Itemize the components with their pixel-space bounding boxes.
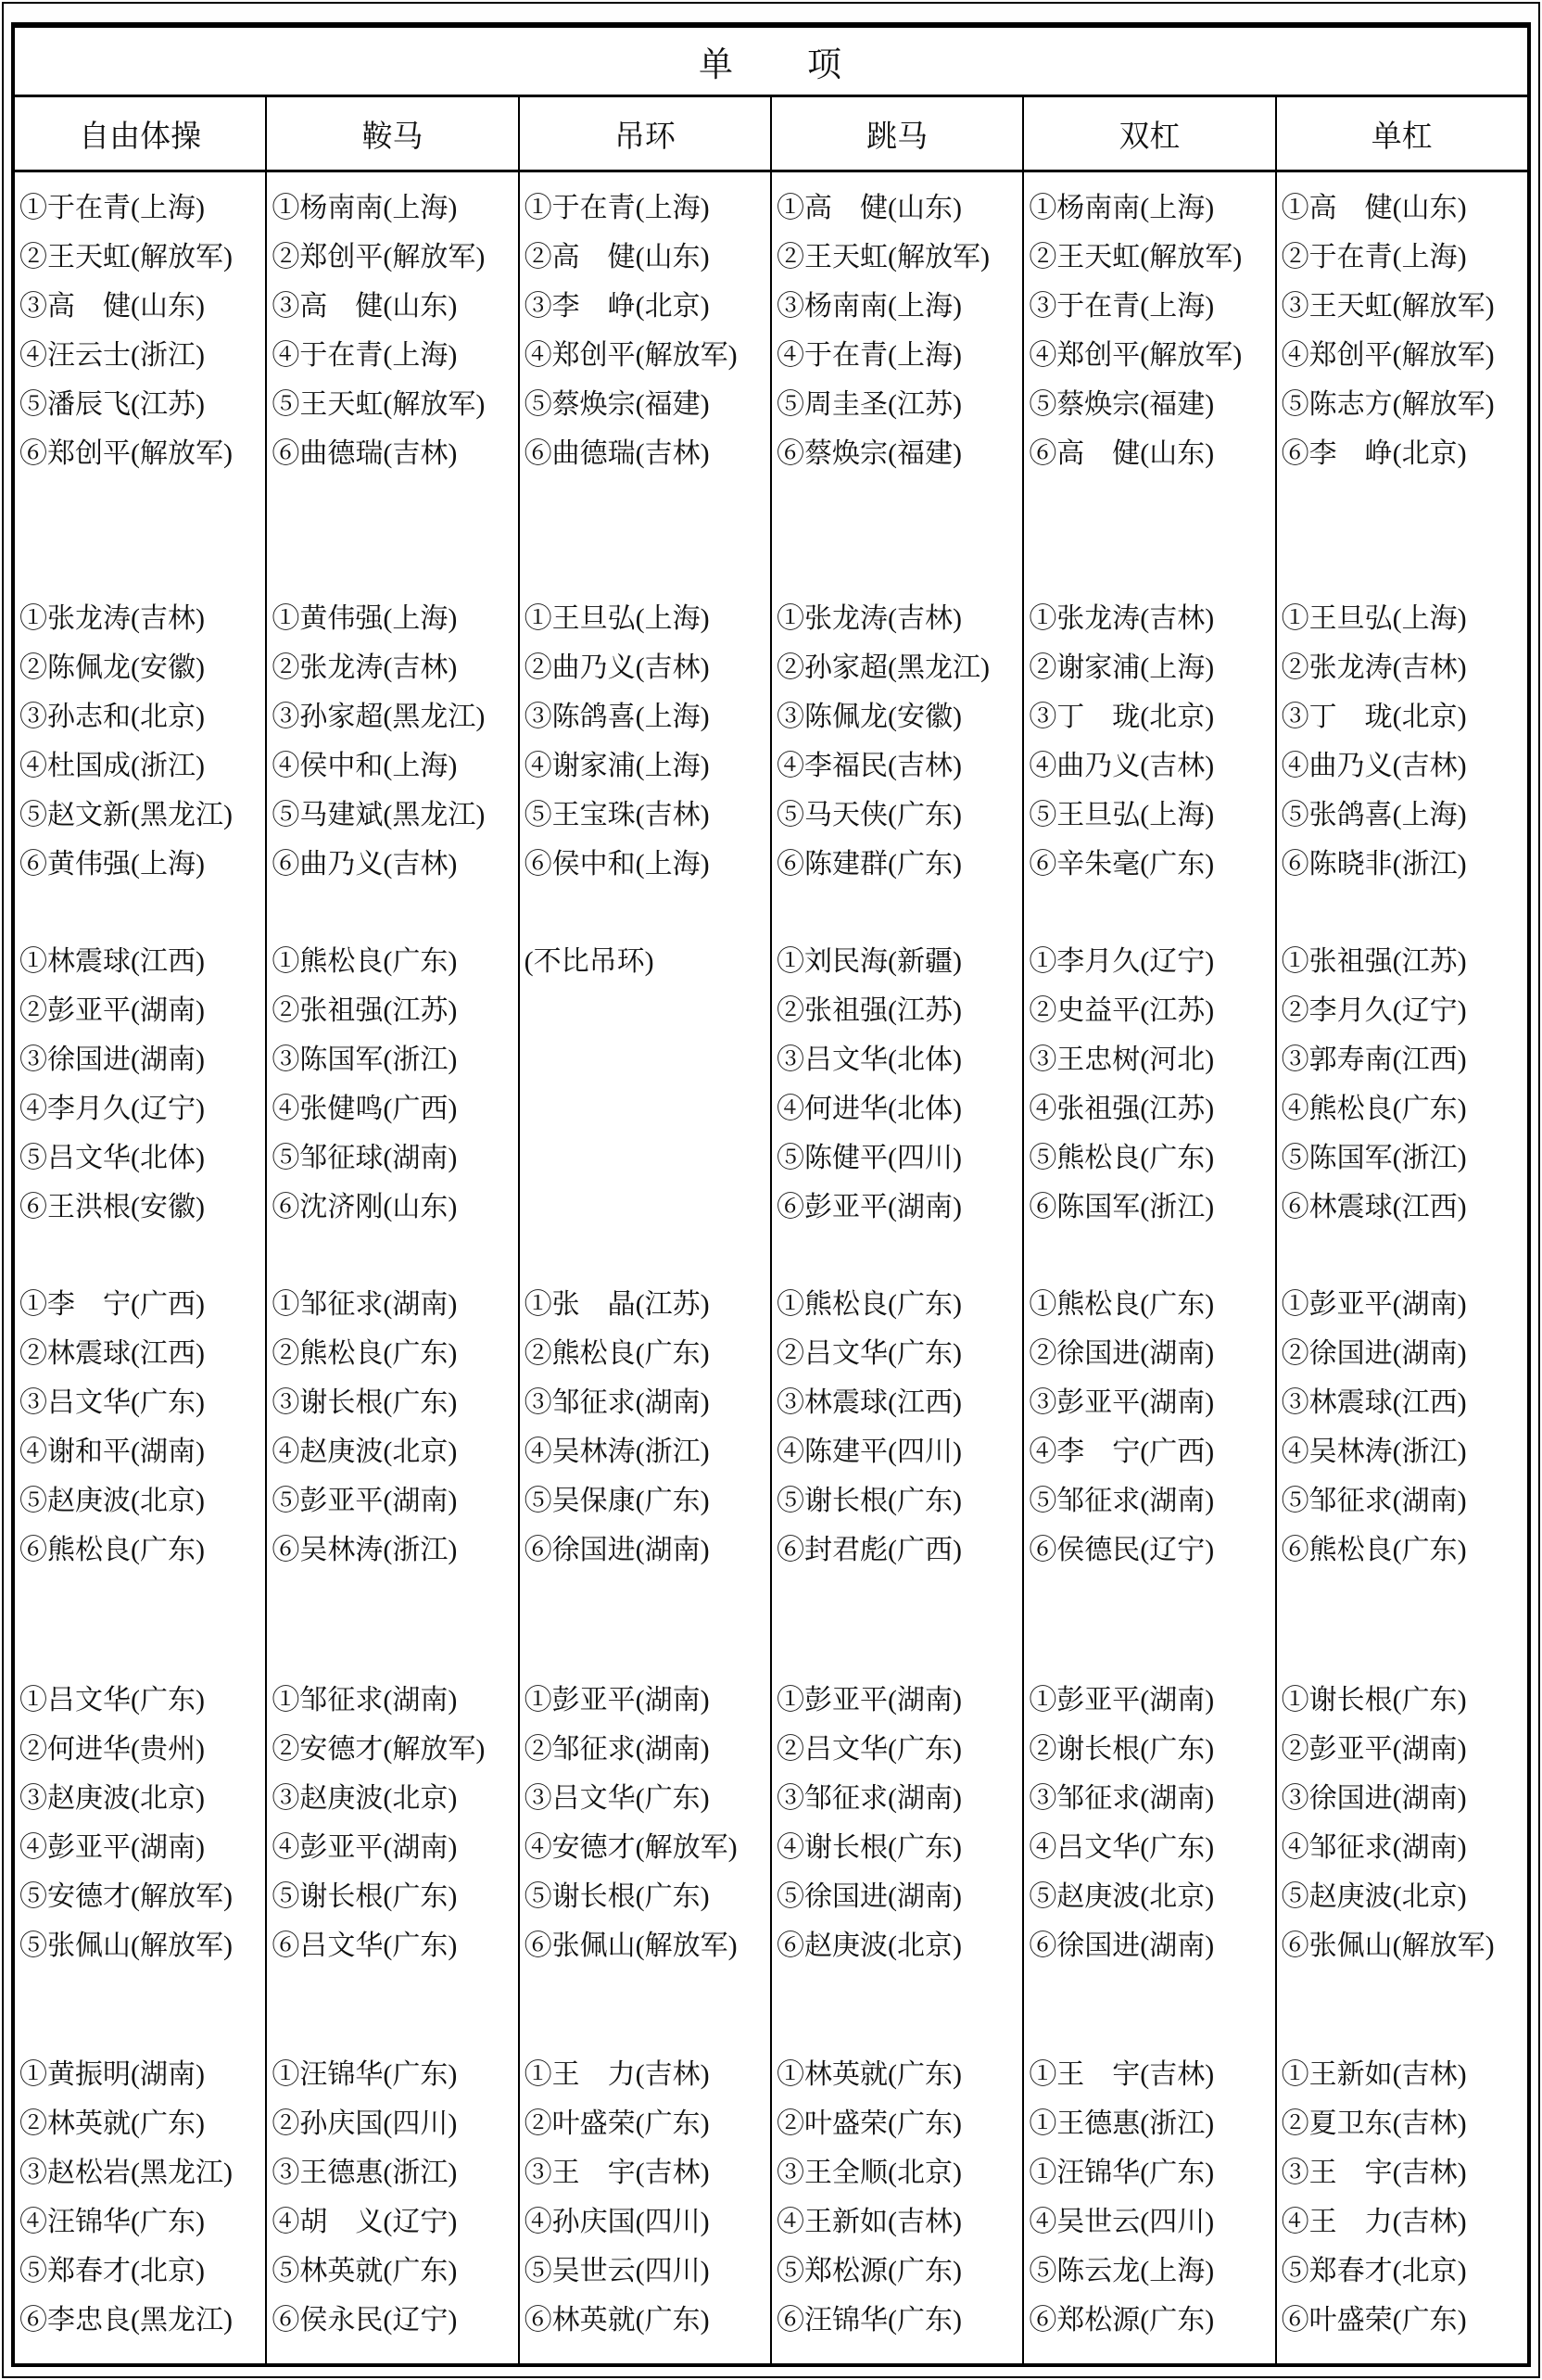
result-entry: ④于在青(上海) <box>272 340 458 371</box>
result-entry: ②张祖强(江苏) <box>272 995 458 1026</box>
result-group <box>525 594 770 889</box>
result-entry: ①林英就(广东) <box>776 2059 962 2090</box>
result-entry: ①林震球(江西) <box>19 946 205 977</box>
result-entry: ⑥张佩山(解放军) <box>1281 1931 1495 1961</box>
result-entry: ③陈国军(浙江) <box>272 1044 458 1075</box>
result-entry: ⑤谢长根(广东) <box>272 1881 458 1912</box>
result-entry: ①刘民海(新疆) <box>776 946 962 977</box>
result-group <box>1282 937 1527 1232</box>
result-entry: ④曲乃义(吉林) <box>1029 751 1215 781</box>
result-entry: ②孙庆国(四川) <box>272 2108 458 2139</box>
result-entry: ⑥徐国进(湖南) <box>524 1535 710 1565</box>
result-entry: ④李 宁(广西) <box>1029 1437 1215 1467</box>
result-group <box>19 184 265 478</box>
result-entry: ③赵庚波(北京) <box>19 1783 205 1814</box>
result-entry: ①杨南南(上海) <box>1029 193 1215 223</box>
result-entry: ③邹征求(湖南) <box>776 1783 962 1814</box>
result-entry: ④张健鸣(广西) <box>272 1094 458 1124</box>
result-entry: ③林震球(江西) <box>1281 1387 1467 1418</box>
result-entry: ②夏卫东(吉林) <box>1281 2108 1467 2139</box>
result-group <box>1282 184 1527 478</box>
result-entry: ①张龙涛(吉林) <box>1029 603 1215 634</box>
result-entry: ④谢家浦(上海) <box>524 751 710 781</box>
result-group <box>1282 594 1527 889</box>
result-entry: ③郭寿南(江西) <box>1281 1044 1467 1075</box>
result-entry: ③王天虹(解放军) <box>1281 291 1495 322</box>
result-entry: ②张龙涛(吉林) <box>272 652 458 683</box>
result-entry: ⑤蔡焕宗(福建) <box>524 389 710 420</box>
result-entry: ④吴林涛(浙江) <box>1281 1437 1467 1467</box>
result-entry: ②张龙涛(吉林) <box>1281 652 1467 683</box>
result-entry: ①张龙涛(吉林) <box>19 603 205 634</box>
result-entry: ⑤郑松源(广东) <box>776 2256 962 2286</box>
result-group <box>1029 594 1274 889</box>
result-entry: ③孙志和(北京) <box>19 702 205 732</box>
result-entry: ①王 宇(吉林) <box>1029 2059 1215 2090</box>
result-entry: ⑥高 健(山东) <box>1029 438 1215 469</box>
result-entry: ⑥辛朱毫(广东) <box>1029 849 1215 880</box>
result-entry: ④邹征求(湖南) <box>1281 1832 1467 1863</box>
event-column <box>1277 172 1527 2363</box>
result-entry: ⑤潘辰飞(江苏) <box>19 389 205 420</box>
result-entry: ③邹征求(湖南) <box>524 1387 710 1418</box>
result-entry: ①邹征求(湖南) <box>272 1685 458 1715</box>
result-entry: ⑥郑松源(广东) <box>1029 2305 1215 2336</box>
result-entry: ⑥林英就(广东) <box>524 2305 710 2336</box>
result-entry: ①王旦弘(上海) <box>524 603 710 634</box>
result-entry: ④曲乃义(吉林) <box>1281 751 1467 781</box>
result-entry: ④李福民(吉林) <box>776 751 962 781</box>
result-entry: ⑤邹征求(湖南) <box>1281 1486 1467 1516</box>
result-entry: ④李月久(辽宁) <box>19 1094 205 1124</box>
result-entry: ②吕文华(广东) <box>776 1338 962 1369</box>
result-entry: ⑤张鸽喜(上海) <box>1281 800 1467 830</box>
result-entry: ②史益平(江苏) <box>1029 995 1215 1026</box>
event-column <box>520 172 772 2363</box>
result-entry: ⑥曲德瑞(吉林) <box>524 438 710 469</box>
result-entry: ①彭亚平(湖南) <box>524 1685 710 1715</box>
result-entry: ⑥陈国军(浙江) <box>1029 1192 1215 1222</box>
result-entry: ⑤赵庚波(北京) <box>19 1486 205 1516</box>
result-entry: ⑥李 峥(北京) <box>1281 438 1467 469</box>
result-entry: ⑤林英就(广东) <box>272 2256 458 2286</box>
result-entry: ⑤王宝珠(吉林) <box>524 800 710 830</box>
result-entry: ②郑创平(解放军) <box>272 242 486 272</box>
result-group <box>1282 1676 1527 1970</box>
result-group <box>1282 2050 1527 2345</box>
result-group <box>777 1280 1022 1575</box>
result-group <box>777 1676 1022 1970</box>
result-entry: ②王天虹(解放军) <box>1029 242 1243 272</box>
table-body <box>15 172 1527 2363</box>
result-entry: ④孙庆国(四川) <box>524 2207 710 2237</box>
result-entry: ②叶盛荣(广东) <box>524 2108 710 2139</box>
result-entry: ⑤王天虹(解放军) <box>272 389 486 420</box>
result-entry: ⑥封君彪(广西) <box>776 1535 962 1565</box>
result-entry: ⑤安德才(解放军) <box>19 1881 233 1912</box>
result-entry: ③谢长根(广东) <box>272 1387 458 1418</box>
result-entry: ①熊松良(广东) <box>272 946 458 977</box>
result-entry: ⑥吕文华(广东) <box>272 1931 458 1961</box>
result-entry: ①邹征求(湖南) <box>272 1289 458 1320</box>
event-column <box>267 172 519 2363</box>
result-entry: ④谢和平(湖南) <box>19 1437 205 1467</box>
result-group <box>1029 2050 1274 2345</box>
result-group <box>272 1280 517 1575</box>
result-entry: ⑤马天侠(广东) <box>776 800 962 830</box>
result-entry: ③赵庚波(北京) <box>272 1783 458 1814</box>
result-entry: ⑥熊松良(广东) <box>19 1535 205 1565</box>
result-entry: ⑥汪锦华(广东) <box>776 2305 962 2336</box>
column-header: 自由体操 <box>15 97 267 170</box>
result-group <box>777 184 1022 478</box>
result-entry: ②徐国进(湖南) <box>1029 1338 1215 1369</box>
result-entry: ③林震球(江西) <box>776 1387 962 1418</box>
result-entry: ⑤陈云龙(上海) <box>1029 2256 1215 2286</box>
result-group <box>525 2050 770 2345</box>
result-entry: ③彭亚平(湖南) <box>1029 1387 1215 1418</box>
column-header: 跳马 <box>772 97 1024 170</box>
result-entry: ④王新如(吉林) <box>776 2207 962 2237</box>
result-entry: ②徐国进(湖南) <box>1281 1338 1467 1369</box>
result-entry: ⑤陈志方(解放军) <box>1281 389 1495 420</box>
result-entry: ⑥曲德瑞(吉林) <box>272 438 458 469</box>
result-entry: ①黄振明(湖南) <box>19 2059 205 2090</box>
result-entry: ③王全顺(北京) <box>776 2158 962 2188</box>
result-entry: ①张 晶(江苏) <box>524 1289 710 1320</box>
result-entry: ②安德才(解放军) <box>272 1734 486 1765</box>
result-entry: (不比吊环) <box>524 946 654 977</box>
result-entry: ④谢长根(广东) <box>776 1832 962 1863</box>
result-entry: ⑥黄伟强(上海) <box>19 849 205 880</box>
result-entry: ①王德惠(浙江) <box>1029 2108 1215 2139</box>
result-entry: ②吕文华(广东) <box>776 1734 962 1765</box>
result-entry: ①高 健(山东) <box>776 193 962 223</box>
result-entry: ③孙家超(黑龙江) <box>272 702 486 732</box>
result-entry: ⑤张佩山(解放军) <box>19 1931 233 1961</box>
result-entry: ②曲乃义(吉林) <box>524 652 710 683</box>
result-entry: ④汪云士(浙江) <box>19 340 205 371</box>
result-entry: ④陈建平(四川) <box>776 1437 962 1467</box>
result-entry: ④侯中和(上海) <box>272 751 458 781</box>
result-group <box>19 2050 265 2345</box>
result-entry: ②王天虹(解放军) <box>776 242 990 272</box>
result-entry: ②于在青(上海) <box>1281 242 1467 272</box>
result-entry: ④吴林涛(浙江) <box>524 1437 710 1467</box>
result-entry: ④熊松良(广东) <box>1281 1094 1467 1124</box>
result-entry: ④郑创平(解放军) <box>1029 340 1243 371</box>
result-entry: ①王新如(吉林) <box>1281 2059 1467 2090</box>
result-entry: ③邹征求(湖南) <box>1029 1783 1215 1814</box>
result-group <box>19 937 265 1232</box>
result-entry: ⑤邹征球(湖南) <box>272 1143 458 1173</box>
result-entry: ①高 健(山东) <box>1281 193 1467 223</box>
result-entry: ①彭亚平(湖南) <box>776 1685 962 1715</box>
result-entry: ③丁 珑(北京) <box>1281 702 1467 732</box>
result-entry: ①李月久(辽宁) <box>1029 946 1215 977</box>
column-header: 鞍马 <box>267 97 519 170</box>
result-entry: ⑤吴世云(四川) <box>524 2256 710 2286</box>
result-entry: ①吕文华(广东) <box>19 1685 205 1715</box>
result-group <box>272 937 517 1232</box>
result-entry: ④郑创平(解放军) <box>524 340 738 371</box>
result-group <box>1029 937 1274 1232</box>
result-group <box>1029 1280 1274 1575</box>
result-entry: ⑤徐国进(湖南) <box>776 1881 962 1912</box>
result-entry: ⑥彭亚平(湖南) <box>776 1192 962 1222</box>
result-group <box>272 2050 517 2345</box>
result-entry: ⑤吕文华(北体) <box>19 1143 205 1173</box>
result-entry: ②林英就(广东) <box>19 2108 205 2139</box>
column-header: 吊环 <box>520 97 772 170</box>
result-entry: ④彭亚平(湖南) <box>19 1832 205 1863</box>
result-entry: ⑤谢长根(广东) <box>776 1486 962 1516</box>
result-entry: ⑥陈晓非(浙江) <box>1281 849 1467 880</box>
result-entry: ③王忠树(河北) <box>1029 1044 1215 1075</box>
result-entry: ⑤赵文新(黑龙江) <box>19 800 233 830</box>
result-entry: ⑤郑春才(北京) <box>1281 2256 1467 2286</box>
result-entry: ②谢家浦(上海) <box>1029 652 1215 683</box>
header-row <box>15 97 1527 172</box>
result-group <box>525 184 770 478</box>
result-entry: ⑤陈国军(浙江) <box>1281 1143 1467 1173</box>
result-entry: ⑤邹征求(湖南) <box>1029 1486 1215 1516</box>
result-entry: ①李 宁(广西) <box>19 1289 205 1320</box>
result-entry: ⑤马建斌(黑龙江) <box>272 800 486 830</box>
result-entry: ⑥李忠良(黑龙江) <box>19 2305 233 2336</box>
result-group <box>19 1676 265 1970</box>
result-entry: ③于在青(上海) <box>1029 291 1215 322</box>
result-entry: ⑥赵庚波(北京) <box>776 1931 962 1961</box>
result-group <box>272 184 517 478</box>
result-entry: ⑤熊松良(广东) <box>1029 1143 1215 1173</box>
result-entry: ①于在青(上海) <box>19 193 205 223</box>
result-entry: ②李月久(辽宁) <box>1281 995 1467 1026</box>
result-entry: ⑥王洪根(安徽) <box>19 1192 205 1222</box>
result-entry: ④杜国成(浙江) <box>19 751 205 781</box>
result-entry: ④王 力(吉林) <box>1281 2207 1467 2237</box>
result-entry: ②熊松良(广东) <box>272 1338 458 1369</box>
result-entry: ③陈鸽喜(上海) <box>524 702 710 732</box>
result-entry: ⑤陈健平(四川) <box>776 1143 962 1173</box>
result-group <box>272 1676 517 1970</box>
result-entry: ①谢长根(广东) <box>1281 1685 1467 1715</box>
result-entry: ⑤王旦弘(上海) <box>1029 800 1215 830</box>
result-entry: ④于在青(上海) <box>776 340 962 371</box>
result-entry: ④吕文华(广东) <box>1029 1832 1215 1863</box>
event-column <box>1024 172 1276 2363</box>
table-title: 单 项 <box>15 28 1527 97</box>
result-group <box>525 1280 770 1575</box>
result-entry: ②彭亚平(湖南) <box>19 995 205 1026</box>
result-entry: ⑥侯德民(辽宁) <box>1029 1535 1215 1565</box>
result-entry: ①汪锦华(广东) <box>1029 2158 1215 2188</box>
result-entry: ②林震球(江西) <box>19 1338 205 1369</box>
result-entry: ⑤郑春才(北京) <box>19 2256 205 2286</box>
result-entry: ⑥熊松良(广东) <box>1281 1535 1467 1565</box>
result-entry: ③高 健(山东) <box>19 291 205 322</box>
result-entry: ②张祖强(江苏) <box>776 995 962 1026</box>
result-entry: ①王旦弘(上海) <box>1281 603 1467 634</box>
result-entry: ⑤赵庚波(北京) <box>1029 1881 1215 1912</box>
result-entry: ③王 宇(吉林) <box>1281 2158 1467 2188</box>
column-header: 双杠 <box>1024 97 1276 170</box>
result-entry: ③杨南南(上海) <box>776 291 962 322</box>
result-entry: ⑥沈济刚(山东) <box>272 1192 458 1222</box>
result-entry: ⑤谢长根(广东) <box>524 1881 710 1912</box>
result-entry: ①杨南南(上海) <box>272 193 458 223</box>
result-entry: ④彭亚平(湖南) <box>272 1832 458 1863</box>
result-entry: ⑤吴保康(广东) <box>524 1486 710 1516</box>
result-entry: ③吕文华(广东) <box>524 1783 710 1814</box>
result-entry: ⑤蔡焕宗(福建) <box>1029 389 1215 420</box>
result-entry: ④胡 义(辽宁) <box>272 2207 458 2237</box>
result-entry: ①汪锦华(广东) <box>272 2059 458 2090</box>
result-entry: ①张龙涛(吉林) <box>776 603 962 634</box>
result-group <box>272 594 517 889</box>
result-entry: ⑥侯永民(辽宁) <box>272 2305 458 2336</box>
result-entry: ④赵庚波(北京) <box>272 1437 458 1467</box>
result-entry: ②孙家超(黑龙江) <box>776 652 990 683</box>
result-group <box>19 594 265 889</box>
event-column <box>772 172 1024 2363</box>
result-entry: ②叶盛荣(广东) <box>776 2108 962 2139</box>
result-entry: ②陈佩龙(安徽) <box>19 652 205 683</box>
result-entry: ②彭亚平(湖南) <box>1281 1734 1467 1765</box>
result-entry: ⑥叶盛荣(广东) <box>1281 2305 1467 2336</box>
individual-events-table <box>11 22 1531 2367</box>
result-entry: ③吕文华(广东) <box>19 1387 205 1418</box>
result-entry: ④何进华(北体) <box>776 1094 962 1124</box>
result-entry: ①黄伟强(上海) <box>272 603 458 634</box>
result-entry: ③陈佩龙(安徽) <box>776 702 962 732</box>
result-entry: ③徐国进(湖南) <box>19 1044 205 1075</box>
result-entry: ①彭亚平(湖南) <box>1281 1289 1467 1320</box>
result-group <box>1282 1280 1527 1575</box>
result-entry: ②邹征求(湖南) <box>524 1734 710 1765</box>
result-group <box>777 2050 1022 2345</box>
result-entry: ⑥郑创平(解放军) <box>19 438 233 469</box>
result-entry: ①熊松良(广东) <box>776 1289 962 1320</box>
result-group <box>777 594 1022 889</box>
result-entry: ⑤彭亚平(湖南) <box>272 1486 458 1516</box>
result-entry: ③王 宇(吉林) <box>524 2158 710 2188</box>
result-entry: ⑥曲乃义(吉林) <box>272 849 458 880</box>
result-entry: ①熊松良(广东) <box>1029 1289 1215 1320</box>
result-entry: ①张祖强(江苏) <box>1281 946 1467 977</box>
result-entry: ③赵松岩(黑龙江) <box>19 2158 233 2188</box>
result-entry: ②何进华(贵州) <box>19 1734 205 1765</box>
result-group <box>525 1676 770 1970</box>
result-entry: ②王天虹(解放军) <box>19 242 233 272</box>
result-entry: ⑤周圭圣(江苏) <box>776 389 962 420</box>
event-column <box>15 172 267 2363</box>
result-entry: ②谢长根(广东) <box>1029 1734 1215 1765</box>
result-group <box>1029 184 1274 478</box>
result-entry: ③吕文华(北体) <box>776 1044 962 1075</box>
result-entry: ②高 健(山东) <box>524 242 710 272</box>
result-entry: ①彭亚平(湖南) <box>1029 1685 1215 1715</box>
result-entry: ⑥蔡焕宗(福建) <box>776 438 962 469</box>
result-entry: ④安德才(解放军) <box>524 1832 738 1863</box>
result-group <box>1029 1676 1274 1970</box>
result-entry: ⑥陈建群(广东) <box>776 849 962 880</box>
result-entry: ①王 力(吉林) <box>524 2059 710 2090</box>
result-entry: ②熊松良(广东) <box>524 1338 710 1369</box>
column-header: 单杠 <box>1371 120 1433 154</box>
result-entry: ①于在青(上海) <box>524 193 710 223</box>
result-group <box>777 937 1022 1232</box>
result-entry: ⑥徐国进(湖南) <box>1029 1931 1215 1961</box>
result-entry: ⑥张佩山(解放军) <box>524 1931 738 1961</box>
result-entry: ④郑创平(解放军) <box>1281 340 1495 371</box>
result-entry: ⑤赵庚波(北京) <box>1281 1881 1467 1912</box>
result-entry: ③王德惠(浙江) <box>272 2158 458 2188</box>
result-entry: ⑥林震球(江西) <box>1281 1192 1467 1222</box>
result-entry: ④张祖强(江苏) <box>1029 1094 1215 1124</box>
result-entry: ④汪锦华(广东) <box>19 2207 205 2237</box>
result-entry: ⑥吴林涛(浙江) <box>272 1535 458 1565</box>
result-group <box>19 1280 265 1575</box>
result-entry: ③徐国进(湖南) <box>1281 1783 1467 1814</box>
result-entry: ⑥侯中和(上海) <box>524 849 710 880</box>
result-entry: ③丁 珑(北京) <box>1029 702 1215 732</box>
result-entry: ③高 健(山东) <box>272 291 458 322</box>
result-group <box>525 937 770 1232</box>
result-entry: ④吴世云(四川) <box>1029 2207 1215 2237</box>
result-entry: ③李 峥(北京) <box>524 291 710 322</box>
